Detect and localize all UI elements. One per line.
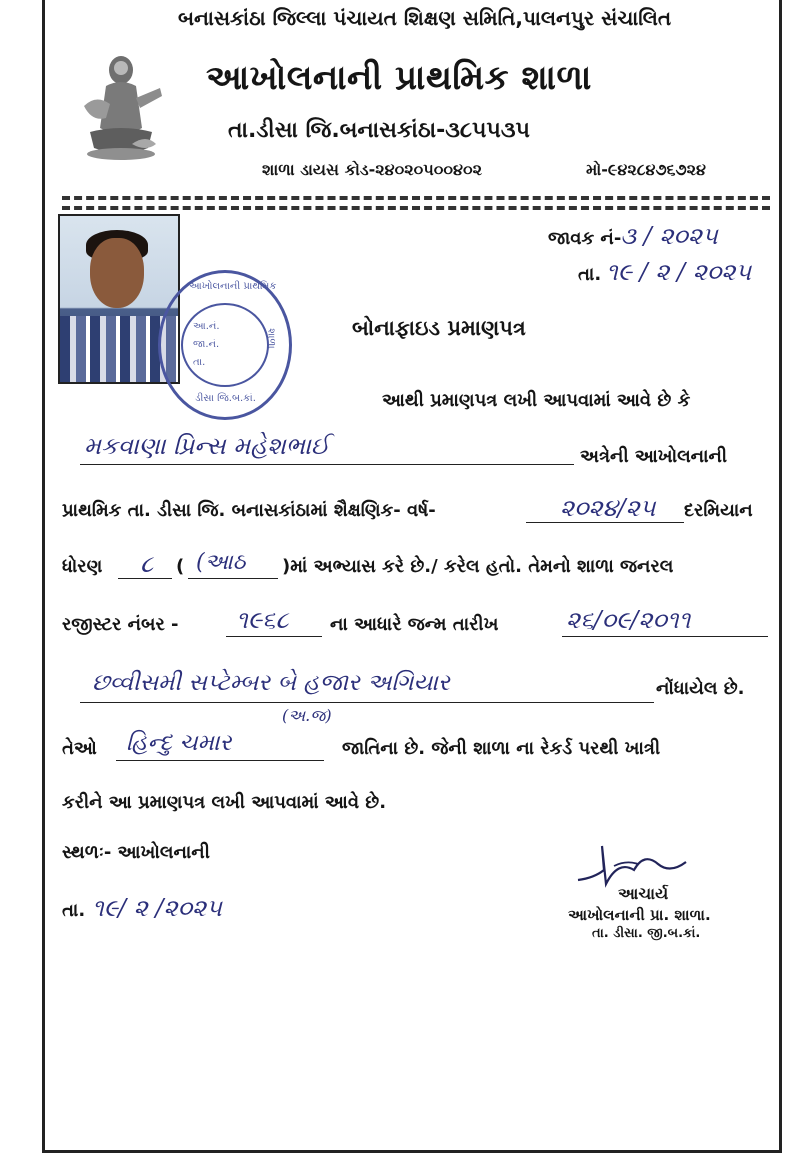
stamp-outer-right: શાળા — [265, 328, 277, 349]
line5-after: નોંધાયેલ છે. — [656, 678, 745, 699]
line2-after: દરમિયાન — [684, 500, 753, 521]
stamp-line-2: જા.નં. — [193, 339, 220, 350]
school-stamp — [158, 270, 292, 420]
stamp-line-3: તા. — [193, 357, 206, 368]
principal-signature-icon — [574, 840, 694, 890]
committee-heading: બનાસકાંઠા જિલ્લા પંચાયત શિક્ષણ સમિતિ,પાલનપુર સંચાલિત — [178, 6, 672, 30]
standard-line — [118, 578, 172, 579]
place-label: સ્થળઃ- આખોલનાની — [62, 842, 210, 863]
stamp-outer-bottom: ડીસા જિ.બ.કાં. — [195, 393, 256, 404]
line4-before: રજીસ્ટર નંબર - — [62, 614, 179, 635]
school-address: તા.ડીસા જિ.બનાસકાંઠા-૩૮૫૫૩૫ — [228, 118, 530, 143]
line6-after: જાતિના છે. જેની શાળા ના રેકર્ડ પરથી ખાત્રી — [342, 738, 661, 759]
certificate-intro: આથી પ્રમાણપત્ર લખી આપવામાં આવે છે કે — [382, 390, 691, 411]
outward-no-label: જાવક નં- — [548, 228, 622, 249]
standard-words-line — [188, 578, 278, 579]
standard-value: ૮ — [140, 550, 154, 578]
student-name-line — [80, 464, 574, 465]
certificate-title: બોનાફાઇડ પ્રમાણપત્ર — [352, 316, 526, 340]
dob: ૨૬/૦૯/૨૦૧૧ — [566, 606, 691, 634]
dise-code: શાળા ડાયસ કોડ-૨૪૦૨૦૫૦૦૪૦૨ — [262, 160, 482, 179]
ref-date-value: ૧૯ / ૨ / ૨૦૨૫ — [606, 258, 752, 286]
header-divider-2 — [62, 206, 770, 210]
academic-year-line — [526, 522, 684, 523]
school-mobile: મો-૯૪૨૮૪૭૬૭૨૪ — [586, 160, 706, 179]
school-name: આખોલનાની પ્રાથમિક શાળા — [206, 58, 592, 98]
principal-role: આચાર્ય — [618, 884, 669, 903]
line3-before: ધોરણ — [62, 556, 103, 577]
issue-date-label: તા. — [62, 900, 86, 921]
caste: હિન્દુ ચમાર — [126, 730, 232, 756]
register-no: ૧૯૬૮ — [236, 606, 289, 634]
line1-after: અત્રેની આખોલનાની — [580, 446, 728, 467]
principal-school: આખોલનાની પ્રા. શાળા. — [568, 906, 711, 924]
line7: કરીને આ પ્રમાણપત્ર લખી આપવામાં આવે છે. — [62, 792, 387, 813]
caste-line — [116, 760, 324, 761]
stamp-line-1: આ.નં. — [193, 321, 220, 332]
academic-year: ૨૦૨૪/૨૫ — [560, 494, 656, 522]
caste-note: (અ.જ) — [282, 706, 332, 725]
line2-before: પ્રાથમિક તા. ડીસા જિ. બનાસકાંઠામાં શૈક્ષણિક- વર્ષ- — [62, 500, 436, 521]
register-no-line — [226, 636, 322, 637]
ref-date-label: તા. — [578, 264, 602, 285]
dob-words-line — [80, 702, 654, 703]
student-name: મકવાણા પ્રિન્સ મહેશભાઈ — [84, 432, 330, 460]
standard-words-open: ( — [176, 556, 185, 577]
dob-words: છવ્વીસમી સપ્ટેમ્બર બે હજાર અગિયાર — [92, 670, 450, 696]
line4-mid: ના આધારે જન્મ તારીખ — [330, 614, 499, 635]
line6-before: તેઓ — [62, 738, 97, 759]
header-divider — [62, 196, 770, 200]
stamp-outer-top: આખોલનાની પ્રાથમિક — [189, 281, 277, 292]
line3-after: )માં અભ્યાસ કરે છે./ કરેલ હતો. તેમનો શાળા જનરલ — [282, 556, 674, 577]
dob-line — [562, 636, 768, 637]
issue-date-value: ૧૯/ ૨ /૨૦૨૫ — [92, 894, 222, 922]
outward-no-value: ૩ / ૨૦૨૫ — [620, 222, 718, 250]
saraswati-logo-icon — [76, 48, 166, 166]
principal-place: તા. ડીસા. જી.બ.કાં. — [592, 926, 701, 941]
standard-words: (આઠ — [196, 550, 246, 575]
